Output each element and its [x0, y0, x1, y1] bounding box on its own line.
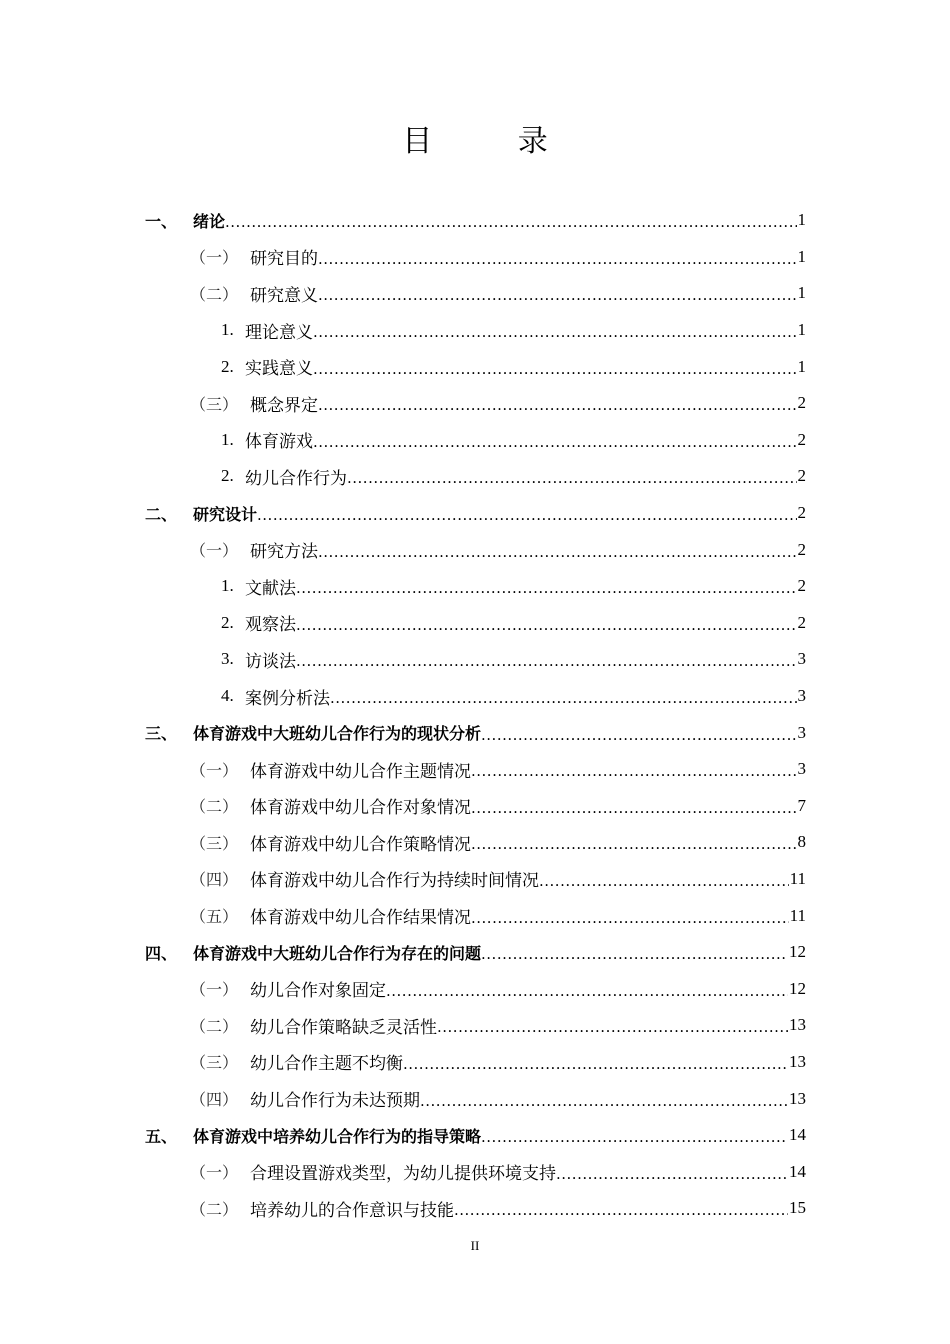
toc-leader-dots [313, 319, 797, 341]
toc-entry-page: 2 [797, 612, 806, 632]
toc-entry-line [250, 1159, 806, 1184]
toc-leader-dots [471, 831, 797, 853]
toc-entry-number: 3. [221, 649, 234, 669]
toc-entry-number: （二） [190, 1199, 239, 1219]
toc-entry[interactable] [0, 1153, 950, 1190]
toc-leader-dots [318, 392, 797, 414]
toc-entry[interactable] [0, 568, 950, 605]
toc-entry-line [250, 537, 806, 562]
toc-entry[interactable] [0, 1080, 950, 1117]
table-of-contents [0, 202, 950, 1227]
toc-entry-number: （四） [190, 1090, 239, 1110]
toc-entry-line [245, 647, 806, 672]
toc-entry-page: 12 [789, 942, 806, 962]
toc-leader-dots [318, 282, 797, 304]
toc-entry-number: （二） [190, 1016, 239, 1036]
toc-entry-title[interactable]: 案例分析法 [245, 688, 330, 709]
toc-entry-number: （四） [190, 870, 239, 890]
toc-entry-title[interactable]: 体育游戏中幼儿合作策略情况 [250, 834, 471, 855]
toc-entry-page: 1 [797, 320, 806, 340]
toc-entry-number: （三） [190, 1053, 239, 1073]
toc-entry-number: 2. [221, 612, 234, 632]
toc-entry-page: 12 [789, 978, 806, 998]
toc-entry-title[interactable]: 培养幼儿的合作意识与技能 [250, 1200, 454, 1221]
toc-leader-dots [296, 612, 797, 634]
toc-entry-number: 2. [221, 466, 234, 486]
toc-entry[interactable] [0, 605, 950, 642]
toc-entry-number: （三） [190, 394, 239, 414]
toc-leader-dots [471, 795, 797, 817]
toc-entry[interactable] [0, 458, 950, 495]
toc-entry-number: （二） [190, 797, 239, 817]
toc-entry-line [193, 721, 806, 744]
toc-entry-page: 3 [797, 759, 806, 779]
toc-leader-dots [556, 1161, 788, 1183]
toc-entry-number: 二、 [145, 504, 178, 524]
toc-leader-dots [471, 905, 789, 927]
toc-entry-page: 2 [797, 393, 806, 413]
toc-entry-line [250, 1196, 806, 1221]
toc-entry-number: 一、 [145, 211, 178, 231]
toc-entry-title[interactable]: 体育游戏中幼儿合作行为持续时间情况 [250, 871, 539, 892]
toc-leader-dots [257, 502, 796, 524]
toc-entry-line [250, 866, 806, 891]
toc-entry[interactable] [0, 239, 950, 276]
toc-entry-number: 1. [221, 429, 234, 449]
toc-entry-line [250, 1013, 806, 1038]
toc-entry-title[interactable]: 幼儿合作行为 [245, 468, 347, 489]
toc-entry-title[interactable]: 实践意义 [245, 359, 313, 380]
toc-leader-dots [539, 868, 789, 890]
toc-entry-line [245, 427, 806, 452]
toc-entry[interactable] [0, 788, 950, 825]
toc-entry-line [250, 1086, 806, 1111]
toc-entry[interactable] [0, 1044, 950, 1081]
toc-entry-page: 2 [797, 429, 806, 449]
toc-entry-line [245, 684, 806, 709]
toc-entry-page: 3 [797, 686, 806, 706]
toc-entry-number: （一） [190, 760, 239, 780]
page-number: II [470, 1238, 480, 1253]
toc-entry-title[interactable]: 合理设置游戏类型，为幼儿提供环境支持 [250, 1164, 556, 1185]
toc-entry-line [245, 318, 806, 343]
toc-entry-page: 7 [797, 795, 806, 815]
toc-entry[interactable] [0, 275, 950, 312]
toc-entry[interactable] [0, 824, 950, 861]
toc-leader-dots [481, 941, 788, 963]
toc-entry[interactable] [0, 1190, 950, 1227]
toc-entry-title[interactable]: 幼儿合作主题不均衡 [250, 1054, 403, 1075]
page-title: 目 录 [402, 124, 586, 159]
toc-leader-dots [313, 356, 797, 378]
toc-entry-page: 11 [789, 868, 806, 888]
toc-entry-page: 11 [789, 905, 806, 925]
toc-leader-dots [296, 648, 797, 670]
toc-entry-title[interactable]: 幼儿合作策略缺乏灵活性 [250, 1017, 437, 1038]
toc-entry[interactable] [0, 897, 950, 934]
toc-entry-page: 3 [797, 722, 806, 742]
toc-entry-page: 1 [797, 283, 806, 303]
toc-entry-number: 五、 [145, 1126, 178, 1146]
toc-entry-line [193, 1124, 806, 1147]
toc-entry-title[interactable]: 体育游戏 [245, 432, 313, 453]
toc-entry-title[interactable]: 研究目的 [250, 249, 318, 270]
toc-leader-dots [313, 429, 797, 451]
toc-entry-number: 1. [221, 576, 234, 596]
toc-leader-dots [330, 685, 797, 707]
toc-entry-number: 4. [221, 686, 234, 706]
toc-entry-number: （一） [190, 980, 239, 1000]
toc-entry-title[interactable]: 观察法 [245, 615, 296, 636]
toc-entry-line [250, 281, 806, 306]
toc-entry-number: （一） [190, 541, 239, 561]
toc-entry-number: （一） [190, 248, 239, 268]
toc-entry-page: 13 [789, 1088, 806, 1108]
toc-leader-dots [296, 575, 797, 597]
toc-entry-line [193, 209, 806, 232]
toc-entry-number: （一） [190, 1163, 239, 1183]
toc-entry-title[interactable]: 体育游戏中大班幼儿合作行为的现状分析 [193, 724, 482, 744]
toc-entry[interactable] [0, 531, 950, 568]
toc-entry[interactable] [0, 861, 950, 898]
toc-entry-title[interactable]: 文献法 [245, 578, 296, 599]
toc-entry-page: 1 [797, 210, 806, 230]
toc-entry-line [250, 1049, 806, 1074]
toc-entry[interactable] [0, 641, 950, 678]
toc-entry-title[interactable]: 体育游戏中培养幼儿合作行为的指导策略 [193, 1126, 482, 1146]
toc-entry-number: 四、 [145, 943, 178, 963]
toc-leader-dots [318, 246, 797, 268]
toc-entry-title[interactable]: 研究方法 [250, 542, 318, 563]
toc-entry-number: 三、 [145, 724, 178, 744]
toc-entry[interactable] [0, 312, 950, 349]
toc-leader-dots [347, 465, 797, 487]
toc-entry-page: 1 [797, 356, 806, 376]
toc-entry[interactable] [0, 422, 950, 459]
toc-leader-dots [225, 209, 796, 231]
toc-entry-page: 14 [789, 1125, 806, 1145]
toc-leader-dots [437, 1014, 788, 1036]
toc-entry[interactable] [0, 934, 950, 971]
toc-entry-number: （五） [190, 907, 239, 927]
toc-entry[interactable] [0, 202, 950, 239]
toc-entry-page: 3 [797, 649, 806, 669]
toc-leader-dots [454, 1197, 788, 1219]
toc-entry[interactable] [0, 714, 950, 751]
toc-entry-page: 13 [789, 1015, 806, 1035]
toc-entry-title[interactable]: 研究意义 [250, 285, 318, 306]
toc-entry-line [250, 757, 806, 782]
toc-entry[interactable] [0, 495, 950, 532]
toc-entry-line [245, 464, 806, 489]
toc-entry-line [245, 610, 806, 635]
toc-entry-title[interactable]: 研究设计 [193, 504, 258, 524]
toc-entry[interactable] [0, 1007, 950, 1044]
toc-entry-page: 15 [789, 1198, 806, 1218]
toc-entry-number: （三） [190, 833, 239, 853]
toc-leader-dots [386, 978, 788, 1000]
toc-entry-title[interactable]: 绪论 [193, 211, 226, 231]
toc-entry-line [250, 976, 806, 1001]
toc-entry-line [245, 354, 806, 379]
toc-entry-title[interactable]: 幼儿合作对象固定 [250, 981, 386, 1002]
toc-entry-title[interactable]: 体育游戏中幼儿合作主题情况 [250, 761, 471, 782]
toc-entry-line [250, 793, 806, 818]
toc-entry-line [245, 574, 806, 599]
toc-entry[interactable] [0, 751, 950, 788]
toc-entry[interactable] [0, 970, 950, 1007]
toc-entry-title[interactable]: 概念界定 [250, 395, 318, 416]
toc-entry-page: 2 [797, 503, 806, 523]
toc-leader-dots [403, 1051, 788, 1073]
toc-entry-page: 8 [797, 832, 806, 852]
toc-entry-title[interactable]: 访谈法 [245, 651, 296, 672]
toc-entry-line [250, 830, 806, 855]
toc-entry[interactable] [0, 385, 950, 422]
toc-entry-title[interactable]: 体育游戏中大班幼儿合作行为存在的问题 [193, 943, 482, 963]
toc-entry-page: 1 [797, 246, 806, 266]
toc-leader-dots [318, 539, 797, 561]
toc-entry-number: 1. [221, 320, 234, 340]
toc-leader-dots [420, 1088, 788, 1110]
toc-entry-page: 2 [797, 576, 806, 596]
toc-entry[interactable] [0, 678, 950, 715]
toc-leader-dots [471, 758, 797, 780]
toc-entry-line [193, 941, 806, 964]
toc-entry-title[interactable]: 体育游戏中幼儿合作对象情况 [250, 798, 471, 819]
toc-entry-line [250, 903, 806, 928]
toc-entry[interactable] [0, 1117, 950, 1154]
toc-entry-title[interactable]: 理论意义 [245, 322, 313, 343]
toc-entry-title[interactable]: 幼儿合作行为未达预期 [250, 1091, 420, 1112]
toc-entry-number: （二） [190, 284, 239, 304]
toc-entry-line [250, 391, 806, 416]
toc-entry-page: 13 [789, 1051, 806, 1071]
toc-entry-title[interactable]: 体育游戏中幼儿合作结果情况 [250, 908, 471, 929]
toc-entry-page: 14 [789, 1161, 806, 1181]
toc-entry-line [193, 502, 806, 525]
toc-entry-page: 2 [797, 466, 806, 486]
toc-entry-page: 2 [797, 539, 806, 559]
toc-entry-line [250, 244, 806, 269]
toc-entry[interactable] [0, 348, 950, 385]
toc-leader-dots [481, 1124, 788, 1146]
toc-leader-dots [481, 722, 796, 744]
toc-entry-number: 2. [221, 356, 234, 376]
